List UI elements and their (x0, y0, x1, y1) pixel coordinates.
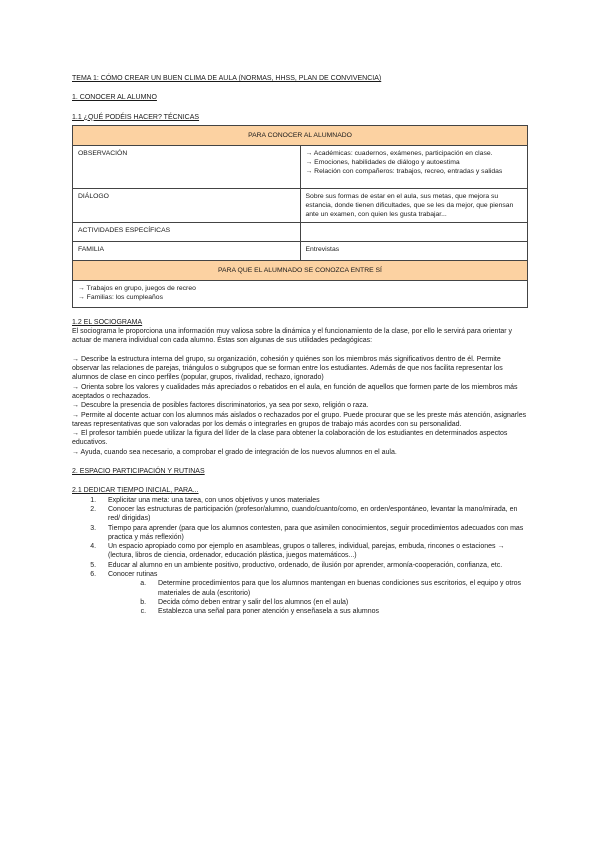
sub-list-item: c. Establezca una señal para poner atención y enseñasela a sus alumnos (148, 607, 528, 616)
section-2-heading: 2. ESPACIO PARTICIPACIÓN Y RUTINAS (72, 468, 205, 476)
observacion-line-1: → Académicas: cuadernos, exámenes, participación en clase. (305, 149, 493, 157)
sociograma-bullet: → Describe la estructura interna del grupo, su organización, cohesión y quiénes son los miembros más significativos dentro de él. Permite observar las relaciones de parejas, triángulos o subgrupos que se forman entre los estudiantes. Además de que nos facilita representar los alumnos de clase en cinco perfiles (popular, grupos, rivalidad, rechazo, ignorado) (72, 355, 503, 382)
row-content-actividades (300, 222, 528, 241)
sociograma-bullets (72, 355, 528, 457)
row-content-familia: Entrevistas (300, 241, 528, 260)
entre-si-line-1: → Trabajos en grupo, juegos de recreo (78, 284, 196, 292)
row-label-familia: FAMILIA (73, 241, 301, 260)
section-1-heading: 1. CONOCER AL ALUMNO (72, 94, 157, 102)
row-label-dialogo: DIÁLOGO (73, 188, 301, 222)
list-item: 3. Tiempo para aprender (para que los alumnos contesten, para que asimilen conocimientos, seguir procedimientos adecuados con mas practica y más reflexión) (98, 524, 528, 543)
row-label-observacion: OBSERVACIÓN (73, 145, 301, 188)
list-item-text: Conocer rutinas (108, 571, 158, 579)
sociograma-bullet: → Descubre la presencia de posibles factores discriminatorios, ya sea por sexo, religión o raza. (72, 402, 369, 410)
sub-list-item: a. Determine procedimientos para que los alumnos mantengan en buenas condiciones sus escritorios, el equipo y otros materiales de aula (escritorio) (148, 579, 528, 598)
sociograma-bullet: → Permite al docente actuar con los alumnos más aislados o rechazados por el grupo. Puede procurar que se les preste más atención, asignarles tareas representativas que son valoradas por los demás o integrarles en grupos de trabajo más acordes con su personalidad. (72, 411, 527, 428)
section-1-1-heading: 1.1 ¿QUÉ PODÉIS HACER? TÉCNICAS (72, 113, 200, 121)
sociograma-bullet: → El profesor también puede utilizar la figura del líder de la clase para obtener la colaboración de los estudiantes en determinados aspectos educativos. (72, 430, 508, 447)
sociograma-bullet: → Ayuda, cuando sea necesario, a comprobar el grado de integración de los nuevos alumnos en el aula. (72, 448, 397, 456)
section-2-1-heading: 2.1 DEDICAR TIEMPO INICIAL, PARA... (72, 487, 199, 495)
list-item: 5. Educar al alumno en un ambiente positivo, productivo, ordenado, de ilusión por aprender, armonía-cooperación, confianza, etc. (98, 561, 528, 570)
sub-list-item: b. Decida cómo deben entrar y salir del los alumnos (en el aula) (148, 598, 528, 607)
sub-list (108, 579, 528, 616)
list-item (98, 570, 528, 616)
sociograma-intro: El sociograma le proporciona una información muy valiosa sobre la dinámica y el funcionamiento de la clase, por ello le servirá para orientar y actuar de manera individual con cada alumno. Éstas son algunas de sus utilidades pedagógicas: (72, 328, 513, 345)
numbered-list (72, 496, 528, 617)
section-1-2-heading: 1.2 EL SOCIOGRAMA (72, 318, 143, 326)
list-item: 4. Un espacio apropiado como por ejemplo en asambleas, grupos o talleres, individual, parejas, embuda, rincones o estaciones → (lectura, libros de ciencia, ordenador, educación plástica, juegos matemáticos...) (98, 542, 528, 561)
document-body (72, 74, 528, 617)
table-header-entre-si: PARA QUE EL ALUMNADO SE CONOZCA ENTRE SÍ (73, 260, 528, 280)
row-label-actividades: ACTIVIDADES ESPECÍFICAS (73, 222, 301, 241)
entre-si-line-2: → Familias: los cumpleaños (78, 293, 163, 301)
list-item: 1. Explicitar una meta: una tarea, con unos objetivos y unos materiales (98, 496, 528, 505)
techniques-table (72, 125, 528, 308)
list-item: 2. Conocer las estructuras de participación (profesor/alumno, cuando/cuanto/como, en orden/espontáneo, levantar la mano/mirada, en red/ dirigidas) (98, 505, 528, 524)
row-content-entre-si (73, 280, 528, 307)
row-content-observacion (300, 145, 528, 188)
row-content-dialogo: Sobre sus formas de estar en el aula, sus metas, que mejora su estancia, donde tienen dificultades, que se les da mejor, que piensan ante un examen, con quien les gusta trabajar... (300, 188, 528, 222)
table-header-conocer: PARA CONOCER AL ALUMNADO (73, 125, 528, 145)
sociograma-bullet: → Orienta sobre los valores y cualidades más apreciados o rebatidos en el aula, en función de aquellos que formen parte de los miembros más aceptados o rechazados. (72, 383, 518, 400)
observacion-line-3: → Relación con compañeros: trabajos, recreo, entradas y salidas (305, 167, 503, 175)
observacion-line-2: → Emociones, habilidades de diálogo y autoestima (305, 158, 460, 166)
page-title: TEMA 1: CÓMO CREAR UN BUEN CLIMA DE AULA (NORMAS, HHSS, PLAN DE CONVIVENCIA) (72, 75, 382, 82)
